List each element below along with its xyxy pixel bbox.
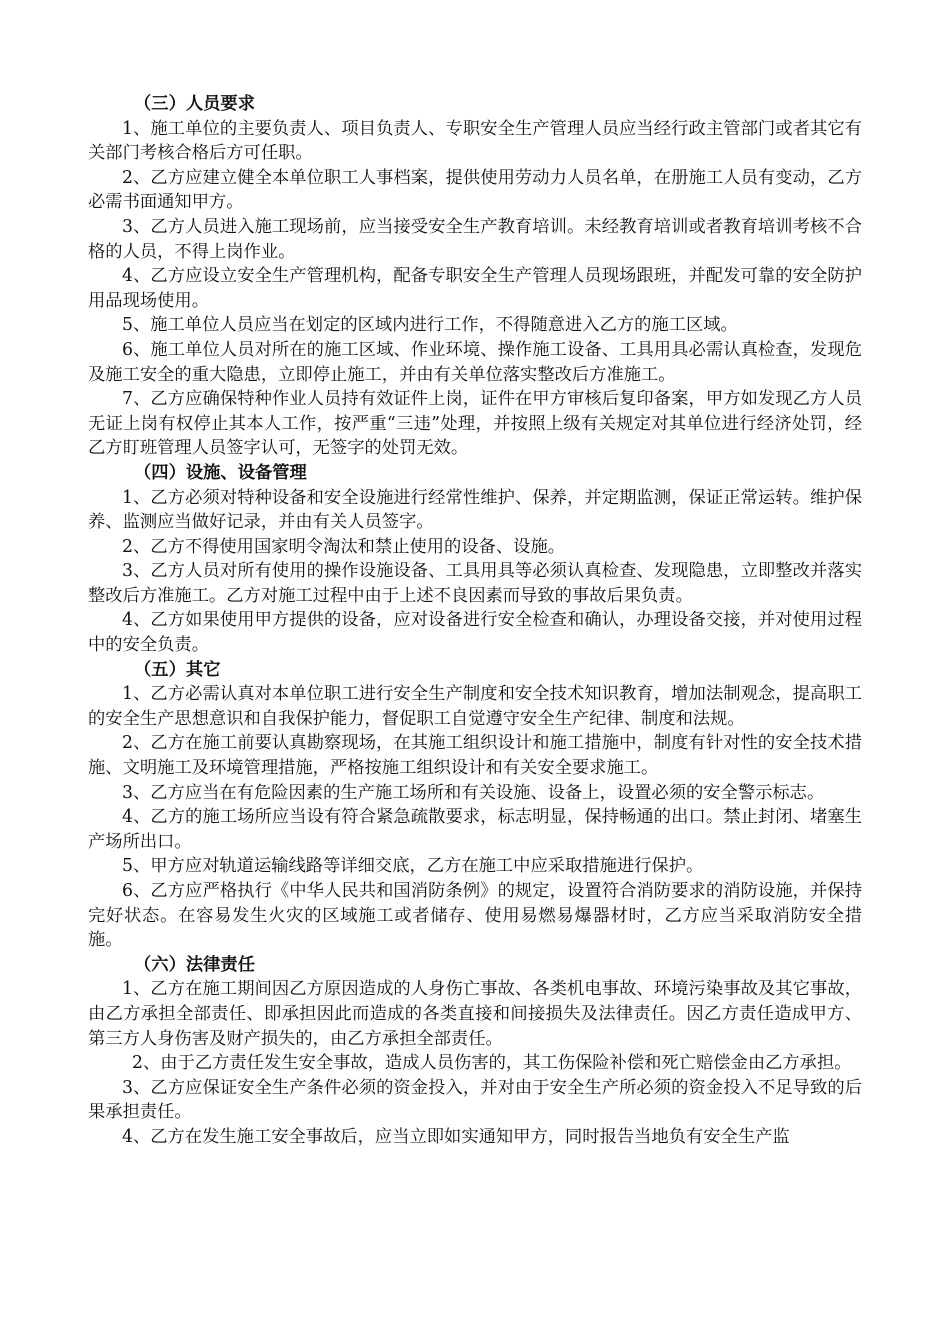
paragraph: 5、施工单位人员应当在划定的区域内进行工作，不得随意进入乙方的施工区域。	[122, 315, 738, 336]
document-page	[88, 92, 862, 1150]
paragraph: 6、施工单位人员对所在的施工区域、作业环境、操作施工设备、工具用具必需认真检查，发现危及施工安全的重大隐患，立即停止施工，并由有关单位落实整改后方准施工。	[88, 339, 862, 385]
paragraph: 1、乙方在施工期间因乙方原因造成的人身伤亡事故、各类机电事故、环境污染事故及其它事故，由乙方承担全部责任、即承担因此而造成的各类直接和间接损失及法律责任。因乙方责任造成甲方、第三方人身伤害及财产损失的，由乙方承担全部责任。	[88, 979, 862, 1049]
section-heading: （三）人员要求	[134, 94, 255, 114]
section-heading: （五）其它	[134, 659, 221, 680]
paragraph: 1、施工单位的主要负责人、项目负责人、专职安全生产管理人员应当经行政主管部门或者其它有关部门考核合格后方可任职。	[88, 118, 862, 164]
paragraph: 4、乙方在发生施工安全事故后，应当立即如实通知甲方，同时报告当地负有安全生产监	[122, 1126, 790, 1147]
paragraph: 5、甲方应对轨道运输线路等详细交底，乙方在施工中应采取措施进行保护。	[122, 856, 704, 877]
paragraph: 3、乙方应当在有危险因素的生产施工场所和有关设施、设备上，设置必须的安全警示标志。	[122, 782, 825, 803]
paragraph: 1、乙方必须对特种设备和安全设施进行经常性维护、保养，并定期监测，保证正常运转。维护保养、监测应当做好记录，并由有关人员签字。	[88, 487, 862, 533]
section-personnel-requirements	[88, 92, 862, 461]
paragraph: 2、乙方不得使用国家明令淘汰和禁止使用的设备、设施。	[122, 536, 566, 557]
paragraph: 6、乙方应严格执行《中华人民共和国消防条例》的规定，设置符合消防要求的消防设施，并保持完好状态。在容易发生火灾的区域施工或者储存、使用易燃易爆器材时，乙方应当采取消防安全措施。	[88, 881, 862, 951]
paragraph: 2、乙方应建立健全本单位职工人事档案，提供使用劳动力人员名单，在册施工人员有变动，乙方必需书面通知甲方。	[88, 167, 862, 213]
section-heading: （四）设施、设备管理	[134, 462, 307, 483]
section-legal-liability	[88, 953, 862, 1150]
section-facility-equipment-management	[88, 461, 862, 658]
paragraph: 1、乙方必需认真对本单位职工进行安全生产制度和安全技术知识教育，增加法制观念，提高职工的安全生产思想意识和自我保护能力，督促职工自觉遵守安全生产纪律、制度和法规。	[88, 684, 862, 729]
paragraph: 4、乙方的施工场所应当设有符合紧急疏散要求，标志明显，保持畅通的出口。禁止封闭、堵塞生产场所出口。	[88, 807, 862, 852]
paragraph: 2、由于乙方责任发生安全事故，造成人员伤害的，其工伤保险补偿和死亡赔偿金由乙方承担。	[132, 1053, 852, 1074]
paragraph: 3、乙方应保证安全生产条件必须的资金投入，并对由于安全生产所必须的资金投入不足导致的后果承担责任。	[88, 1077, 862, 1123]
paragraph: 4、乙方应设立安全生产管理机构，配备专职安全生产管理人员现场跟班，并配发可靠的安全防护用品现场使用。	[88, 266, 862, 311]
paragraph: 4、乙方如果使用甲方提供的设备，应对设备进行安全检查和确认，办理设备交接，并对使用过程中的安全负责。	[88, 610, 862, 656]
paragraph: 2、乙方在施工前要认真勘察现场，在其施工组织设计和施工措施中，制度有针对性的安全技术措施、文明施工及环境管理措施，严格按施工组织设计和有关安全要求施工。	[88, 733, 862, 779]
paragraph: 7、乙方应确保特种作业人员持有效证件上岗，证件在甲方审核后复印备案，甲方如发现乙方人员无证上岗有权停止其本人工作，按严重“三违”处理，并按照上级有关规定对其单位进行经济处罚，经乙方盯班管理人员签字认可，无签字的处罚无效。	[88, 389, 862, 459]
paragraph: 3、乙方人员对所有使用的操作设施设备、工具用具等必须认真检查、发现隐患，立即整改并落实整改后方准施工。乙方对施工过程中由于上述不良因素而导致的事故后果负责。	[88, 561, 862, 606]
paragraph: 3、乙方人员进入施工现场前，应当接受安全生产教育培训。未经教育培训或者教育培训考核不合格的人员，不得上岗作业。	[88, 216, 862, 262]
section-heading: （六）法律责任	[134, 954, 255, 975]
section-other	[88, 658, 862, 953]
